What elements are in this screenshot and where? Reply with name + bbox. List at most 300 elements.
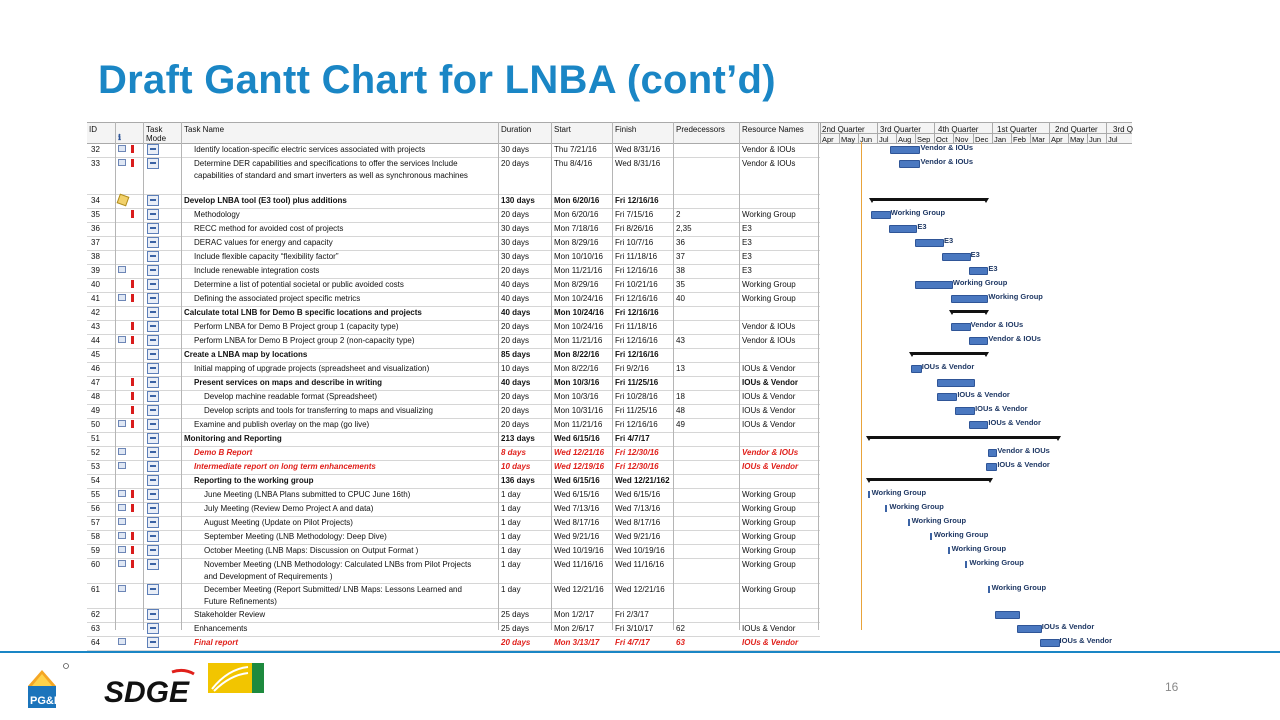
- task-predecessors: 62: [676, 624, 685, 633]
- task-resources: E3: [742, 238, 752, 247]
- sdge-logo: [102, 666, 198, 710]
- summary-bar[interactable]: [868, 436, 1059, 439]
- row-id: 48: [91, 392, 100, 401]
- table-row[interactable]: [87, 376, 820, 391]
- auto-schedule-icon[interactable]: [147, 377, 159, 388]
- table-row[interactable]: [87, 474, 820, 489]
- table-row[interactable]: [87, 222, 820, 237]
- task-resources: Working Group: [742, 585, 796, 594]
- bar-resource-label: Vendor & IOUs: [920, 157, 974, 166]
- auto-schedule-icon[interactable]: [147, 405, 159, 416]
- task-resources: E3: [742, 224, 752, 233]
- task-bar[interactable]: [915, 239, 944, 247]
- note-indicator-icon[interactable]: [118, 490, 126, 497]
- task-resources: Working Group: [742, 490, 796, 499]
- timeline-divider: [1011, 133, 1012, 143]
- column-divider: [143, 122, 144, 630]
- task-finish: Fri 11/18/16: [615, 252, 658, 261]
- table-header: [87, 122, 820, 144]
- bar-resource-label: Working Group: [988, 292, 1043, 301]
- auto-schedule-icon[interactable]: [147, 265, 159, 276]
- auto-schedule-icon[interactable]: [147, 637, 159, 648]
- task-duration: 1 day: [501, 532, 521, 541]
- task-duration: 20 days: [501, 322, 530, 331]
- auto-schedule-icon[interactable]: [147, 279, 159, 290]
- table-row[interactable]: [87, 622, 820, 637]
- task-finish: Fri 12/16/16: [615, 350, 659, 359]
- task-name: Monitoring and Reporting: [184, 434, 282, 443]
- row-id: 61: [91, 585, 100, 594]
- task-bar[interactable]: [969, 337, 989, 345]
- row-id: 56: [91, 504, 100, 513]
- auto-schedule-icon[interactable]: [147, 531, 159, 542]
- task-bar[interactable]: [988, 449, 998, 457]
- task-duration: 1 day: [501, 490, 521, 499]
- table-row[interactable]: [87, 334, 820, 349]
- summary-bar[interactable]: [911, 352, 988, 355]
- table-row[interactable]: [87, 418, 820, 433]
- quarter-label: 2nd Quarter: [822, 125, 865, 134]
- task-bar[interactable]: [889, 225, 918, 233]
- task-duration: 20 days: [501, 210, 530, 219]
- row-id: 34: [91, 196, 100, 205]
- task-predecessors: 49: [676, 420, 685, 429]
- task-start: Mon 11/21/16: [554, 420, 603, 429]
- header-task-mode[interactable]: Task Mode: [146, 125, 167, 143]
- task-start: Mon 8/29/16: [554, 280, 599, 289]
- priority-indicator-icon[interactable]: [131, 210, 134, 218]
- task-resources: IOUs & Vendor: [742, 406, 796, 415]
- task-bar[interactable]: [955, 407, 975, 415]
- column-divider: [818, 122, 819, 630]
- task-finish: Fri 12/30/16: [615, 462, 659, 471]
- pge-logo: [26, 660, 84, 710]
- note-indicator-icon[interactable]: [118, 448, 126, 455]
- table-row[interactable]: [87, 143, 820, 158]
- row-id: 59: [91, 546, 100, 555]
- table-row[interactable]: [87, 446, 820, 461]
- task-start: Mon 10/24/16: [554, 294, 603, 303]
- table-row[interactable]: [87, 362, 820, 377]
- header-finish[interactable]: Finish: [615, 125, 637, 134]
- column-divider: [115, 122, 116, 630]
- task-finish: Fri 11/18/16: [615, 322, 658, 331]
- task-resources: Vendor & IOUs: [742, 145, 796, 154]
- task-bar[interactable]: [951, 323, 971, 331]
- task-resources: IOUs & Vendor: [742, 420, 796, 429]
- header-start[interactable]: Start: [554, 125, 571, 134]
- bar-resource-label: Working Group: [951, 544, 1007, 553]
- task-duration: 20 days: [501, 159, 530, 168]
- timeline-divider: [820, 133, 1132, 134]
- note-indicator-icon[interactable]: [118, 159, 126, 166]
- task-resources: IOUs & Vendor: [742, 378, 799, 387]
- table-row[interactable]: [87, 530, 820, 545]
- auto-schedule-icon[interactable]: [147, 517, 159, 528]
- task-bar[interactable]: [899, 160, 920, 168]
- task-duration: 40 days: [501, 378, 531, 387]
- note-indicator-icon[interactable]: [118, 462, 126, 469]
- note-indicator-icon[interactable]: [118, 420, 126, 427]
- table-row[interactable]: [87, 516, 820, 531]
- table-row[interactable]: [87, 264, 820, 279]
- task-duration: 40 days: [501, 294, 530, 303]
- row-id: 36: [91, 224, 100, 233]
- note-indicator-icon[interactable]: [118, 145, 126, 152]
- task-start: Wed 10/19/16: [554, 546, 604, 555]
- task-bar[interactable]: [937, 393, 957, 401]
- task-name: December Meeting (Report Submitted/ LNB Maps: Lessons Learned and Future Refinements): [204, 585, 462, 606]
- month-label: Jul: [879, 135, 889, 144]
- task-bar[interactable]: [890, 146, 920, 154]
- auto-schedule-icon[interactable]: [147, 609, 159, 620]
- bar-resource-label: E3: [988, 264, 998, 273]
- priority-indicator-icon[interactable]: [131, 159, 134, 167]
- auto-schedule-icon[interactable]: [147, 363, 159, 374]
- table-row[interactable]: [87, 636, 820, 651]
- timeline-divider: [953, 133, 954, 143]
- note-indicator-icon[interactable]: [118, 294, 126, 301]
- table-row[interactable]: [87, 390, 820, 405]
- note-indicator-icon[interactable]: [118, 638, 126, 645]
- bar-resource-label: Working Group: [969, 558, 1024, 567]
- month-label: Mar: [1032, 135, 1045, 144]
- month-label: Oct: [936, 135, 948, 144]
- task-finish: Wed 8/17/16: [615, 518, 661, 527]
- bar-resource-label: IOUs & Vendor: [975, 404, 1028, 413]
- task-name: October Meeting (LNB Maps: Discussion on Output Format ): [204, 546, 419, 555]
- task-resources: Working Group: [742, 546, 796, 555]
- table-row[interactable]: [87, 278, 820, 293]
- task-finish: Fri 10/21/16: [615, 280, 658, 289]
- task-bar[interactable]: [911, 365, 922, 373]
- bar-resource-label: Working Group: [933, 530, 989, 539]
- bar-resource-label: IOUs & Vendor: [957, 390, 1010, 399]
- task-start: Wed 6/15/16: [554, 434, 600, 443]
- auto-schedule-icon[interactable]: [147, 223, 159, 234]
- auto-schedule-icon[interactable]: [147, 251, 159, 262]
- milestone-bar[interactable]: [868, 491, 870, 498]
- task-duration: 130 days: [501, 196, 535, 205]
- table-row[interactable]: [87, 432, 820, 447]
- task-duration: 10 days: [501, 364, 530, 373]
- table-row[interactable]: [87, 348, 820, 363]
- task-duration: 213 days: [501, 434, 535, 443]
- header-indicators-icon[interactable]: ℹ: [118, 133, 122, 142]
- task-start: Mon 10/3/16: [554, 392, 599, 401]
- task-resources: Working Group: [742, 210, 796, 219]
- task-predecessors: 48: [676, 406, 685, 415]
- milestone-bar[interactable]: [885, 505, 887, 512]
- summary-bar[interactable]: [868, 478, 991, 481]
- auto-schedule-icon[interactable]: [147, 489, 159, 500]
- header-duration[interactable]: Duration: [501, 125, 532, 134]
- auto-schedule-icon[interactable]: [147, 391, 159, 402]
- task-start: Mon 10/3/16: [554, 378, 600, 387]
- task-finish: Fri 11/25/16: [615, 378, 659, 387]
- timeline-divider: [858, 133, 859, 143]
- priority-indicator-icon[interactable]: [131, 294, 134, 302]
- task-start: Wed 6/15/16: [554, 476, 600, 485]
- note-indicator-icon[interactable]: [118, 504, 126, 511]
- task-name: June Meeting (LNBA Plans submitted to CPUC June 16th): [204, 490, 411, 499]
- task-bar[interactable]: [942, 253, 971, 261]
- priority-indicator-icon[interactable]: [131, 378, 134, 386]
- row-id: 38: [91, 252, 100, 261]
- task-name: August Meeting (Update on Pilot Projects): [204, 518, 353, 527]
- auto-schedule-icon[interactable]: [147, 209, 159, 220]
- task-bar[interactable]: [986, 463, 997, 471]
- task-resources: IOUs & Vendor: [742, 462, 799, 471]
- row-id: 47: [91, 378, 100, 387]
- task-start: Mon 11/21/16: [554, 336, 603, 345]
- task-bar[interactable]: [995, 611, 1019, 619]
- priority-indicator-icon[interactable]: [131, 490, 134, 498]
- header-id[interactable]: ID: [89, 125, 97, 134]
- column-divider: [181, 122, 182, 630]
- task-name: Final report: [194, 638, 239, 647]
- priority-indicator-icon[interactable]: [131, 560, 134, 568]
- month-label: Jun: [1089, 135, 1102, 144]
- task-bar[interactable]: [969, 421, 989, 429]
- task-table: [87, 122, 820, 647]
- note-indicator-icon[interactable]: [118, 546, 126, 553]
- priority-indicator-icon[interactable]: [131, 336, 134, 344]
- task-bar[interactable]: [915, 281, 953, 289]
- task-bar[interactable]: [969, 267, 989, 275]
- auto-schedule-icon[interactable]: [147, 584, 159, 595]
- priority-indicator-icon[interactable]: [131, 420, 134, 428]
- milestone-bar[interactable]: [948, 547, 950, 554]
- row-id: 50: [91, 420, 100, 429]
- task-duration: 40 days: [501, 308, 531, 317]
- task-name: Include renewable integration costs: [194, 266, 320, 275]
- task-duration: 30 days: [501, 238, 530, 247]
- header-predecessors[interactable]: Predecessors: [676, 125, 725, 134]
- task-name: DERAC values for energy and capacity: [194, 238, 333, 247]
- task-duration: 10 days: [501, 462, 531, 471]
- note-indicator-icon[interactable]: [118, 532, 126, 539]
- task-start: Mon 2/6/17: [554, 624, 595, 633]
- bar-resource-label: Working Group: [890, 208, 946, 217]
- bar-resource-label: Working Group: [952, 278, 1008, 287]
- auto-schedule-icon[interactable]: [147, 335, 159, 346]
- priority-indicator-icon[interactable]: [131, 280, 134, 288]
- auto-schedule-icon[interactable]: [147, 447, 159, 458]
- task-name: November Meeting (LNB Methodology: Calculated LNBs from Pilot Projects and Development of Requirements ): [204, 560, 472, 581]
- auto-schedule-icon[interactable]: [147, 433, 159, 444]
- task-duration: 1 day: [501, 504, 521, 513]
- note-indicator-icon[interactable]: [118, 560, 126, 567]
- table-row[interactable]: [87, 194, 820, 209]
- auto-schedule-icon[interactable]: [147, 559, 159, 570]
- task-resources: E3: [742, 266, 752, 275]
- task-predecessors: 2: [676, 210, 681, 219]
- auto-schedule-icon[interactable]: [147, 293, 159, 304]
- pge-logo-text: PG&E: [30, 695, 62, 707]
- task-name: July Meeting (Review Demo Project A and data): [204, 504, 374, 513]
- auto-schedule-icon[interactable]: [147, 419, 159, 430]
- task-resources: Vendor & IOUs: [742, 448, 799, 457]
- month-label: May: [1070, 135, 1085, 144]
- task-finish: Fri 12/16/16: [615, 308, 659, 317]
- auto-schedule-icon[interactable]: [147, 321, 159, 332]
- row-id: 37: [91, 238, 100, 247]
- page-number: 16: [1165, 680, 1179, 694]
- task-duration: 40 days: [501, 280, 530, 289]
- task-resources: IOUs & Vendor: [742, 364, 796, 373]
- milestone-bar[interactable]: [908, 519, 910, 526]
- table-row[interactable]: [87, 320, 820, 335]
- task-resources: Vendor & IOUs: [742, 322, 796, 331]
- table-row[interactable]: [87, 558, 820, 584]
- task-bar[interactable]: [1017, 625, 1041, 633]
- row-id: 41: [91, 294, 100, 303]
- note-indicator-icon[interactable]: [118, 266, 126, 273]
- table-row[interactable]: [87, 236, 820, 251]
- row-id: 35: [91, 210, 100, 219]
- task-predecessors: 35: [676, 280, 685, 289]
- task-start: Mon 8/22/16: [554, 350, 600, 359]
- task-finish: Wed 12/21/162: [615, 476, 670, 485]
- bar-resource-label: Vendor & IOUs: [970, 320, 1024, 329]
- priority-indicator-icon[interactable]: [131, 322, 134, 330]
- month-label: Jun: [860, 135, 873, 144]
- summary-bar[interactable]: [951, 310, 988, 313]
- table-row[interactable]: [87, 157, 820, 195]
- summary-bar[interactable]: [871, 198, 988, 201]
- bar-resource-label: IOUs & Vendor: [997, 460, 1050, 469]
- task-resources: Working Group: [742, 560, 796, 569]
- row-id: 32: [91, 145, 100, 154]
- column-divider: [673, 122, 674, 630]
- table-row[interactable]: [87, 208, 820, 223]
- bar-resource-label: Working Group: [911, 516, 967, 525]
- month-label: Aug: [898, 135, 912, 144]
- table-row[interactable]: [87, 608, 820, 623]
- footer-rule: [0, 651, 1280, 653]
- timeline-divider: [896, 133, 897, 143]
- task-start: Wed 6/15/16: [554, 490, 600, 499]
- table-row[interactable]: [87, 250, 820, 265]
- task-name: Demo B Report: [194, 448, 253, 457]
- auto-schedule-icon[interactable]: [147, 237, 159, 248]
- table-row[interactable]: [87, 404, 820, 419]
- task-name: Include flexible capacity “flexibility factor”: [194, 252, 339, 261]
- task-duration: 30 days: [501, 145, 530, 154]
- month-label: Jan: [994, 135, 1007, 144]
- priority-indicator-icon[interactable]: [131, 392, 134, 400]
- table-row[interactable]: [87, 460, 820, 475]
- task-finish: Fri 10/28/16: [615, 392, 658, 401]
- auto-schedule-icon[interactable]: [147, 195, 159, 206]
- task-name: Stakeholder Review: [194, 610, 266, 619]
- task-resources: Working Group: [742, 504, 796, 513]
- task-resources: IOUs & Vendor: [742, 638, 799, 647]
- task-duration: 20 days: [501, 638, 531, 647]
- header-resource-names[interactable]: Resource Names: [742, 125, 804, 134]
- priority-indicator-icon[interactable]: [131, 145, 134, 153]
- auto-schedule-icon[interactable]: [147, 545, 159, 556]
- priority-indicator-icon[interactable]: [131, 546, 134, 554]
- auto-schedule-icon[interactable]: [147, 349, 159, 360]
- milestone-bar[interactable]: [930, 533, 932, 540]
- table-row[interactable]: [87, 544, 820, 559]
- bar-resource-label: Working Group: [991, 583, 1047, 592]
- task-bar[interactable]: [937, 379, 975, 387]
- bar-resource-label: Vendor & IOUs: [997, 446, 1050, 455]
- task-name: Perform LNBA for Demo B Project group 2 (non-capacity type): [194, 336, 415, 345]
- task-duration: 20 days: [501, 420, 530, 429]
- task-finish: Fri 3/10/17: [615, 624, 654, 633]
- auto-schedule-icon[interactable]: [147, 461, 159, 472]
- header-task-name[interactable]: Task Name: [184, 125, 225, 134]
- auto-schedule-icon[interactable]: [147, 158, 159, 169]
- task-resources: IOUs & Vendor: [742, 392, 796, 401]
- task-start: Mon 3/13/17: [554, 638, 600, 647]
- task-start: Mon 10/31/16: [554, 406, 603, 415]
- row-id: 63: [91, 624, 100, 633]
- auto-schedule-icon[interactable]: [147, 144, 159, 155]
- bar-resource-label: Working Group: [889, 502, 944, 511]
- column-divider: [551, 122, 552, 630]
- task-finish: Wed 10/19/16: [615, 546, 665, 555]
- task-finish: Fri 9/2/16: [615, 364, 649, 373]
- table-row[interactable]: [87, 306, 820, 321]
- task-duration: 30 days: [501, 252, 530, 261]
- auto-schedule-icon[interactable]: [147, 623, 159, 634]
- task-duration: 1 day: [501, 560, 521, 569]
- priority-indicator-icon[interactable]: [131, 406, 134, 414]
- row-id: 51: [91, 434, 100, 443]
- task-bar[interactable]: [951, 295, 989, 303]
- auto-schedule-icon[interactable]: [147, 475, 159, 486]
- auto-schedule-icon[interactable]: [147, 503, 159, 514]
- row-id: 39: [91, 266, 100, 275]
- priority-indicator-icon[interactable]: [131, 532, 134, 540]
- task-finish: Fri 12/16/16: [615, 266, 658, 275]
- task-resources: E3: [742, 252, 752, 261]
- timeline-header: [820, 122, 1132, 144]
- priority-indicator-icon[interactable]: [131, 504, 134, 512]
- task-finish: Fri 11/25/16: [615, 406, 658, 415]
- task-finish: Fri 10/7/16: [615, 238, 654, 247]
- auto-schedule-icon[interactable]: [147, 307, 159, 318]
- task-finish: Fri 4/7/17: [615, 434, 650, 443]
- task-finish: Fri 12/16/16: [615, 294, 658, 303]
- task-name: September Meeting (LNB Methodology: Deep Dive): [204, 532, 387, 541]
- task-bar[interactable]: [1040, 639, 1060, 647]
- timeline-divider: [839, 133, 840, 143]
- row-id: 57: [91, 518, 100, 527]
- table-row[interactable]: [87, 488, 820, 503]
- note-indicator-icon[interactable]: [118, 518, 126, 525]
- note-indicator-icon[interactable]: [118, 336, 126, 343]
- milestone-bar[interactable]: [965, 561, 967, 568]
- task-start: Mon 8/22/16: [554, 364, 599, 373]
- table-row[interactable]: [87, 502, 820, 517]
- task-name: Develop scripts and tools for transferring to maps and visualizing: [204, 406, 433, 415]
- table-row[interactable]: [87, 292, 820, 307]
- task-resources: Working Group: [742, 518, 796, 527]
- column-divider: [612, 122, 613, 630]
- table-row[interactable]: [87, 583, 820, 609]
- note-indicator-icon[interactable]: [118, 585, 126, 592]
- milestone-bar[interactable]: [988, 586, 990, 593]
- notes-pencil-icon[interactable]: [117, 194, 130, 207]
- task-bar[interactable]: [871, 211, 891, 219]
- quarter-label: 3rd Quarter: [880, 125, 921, 134]
